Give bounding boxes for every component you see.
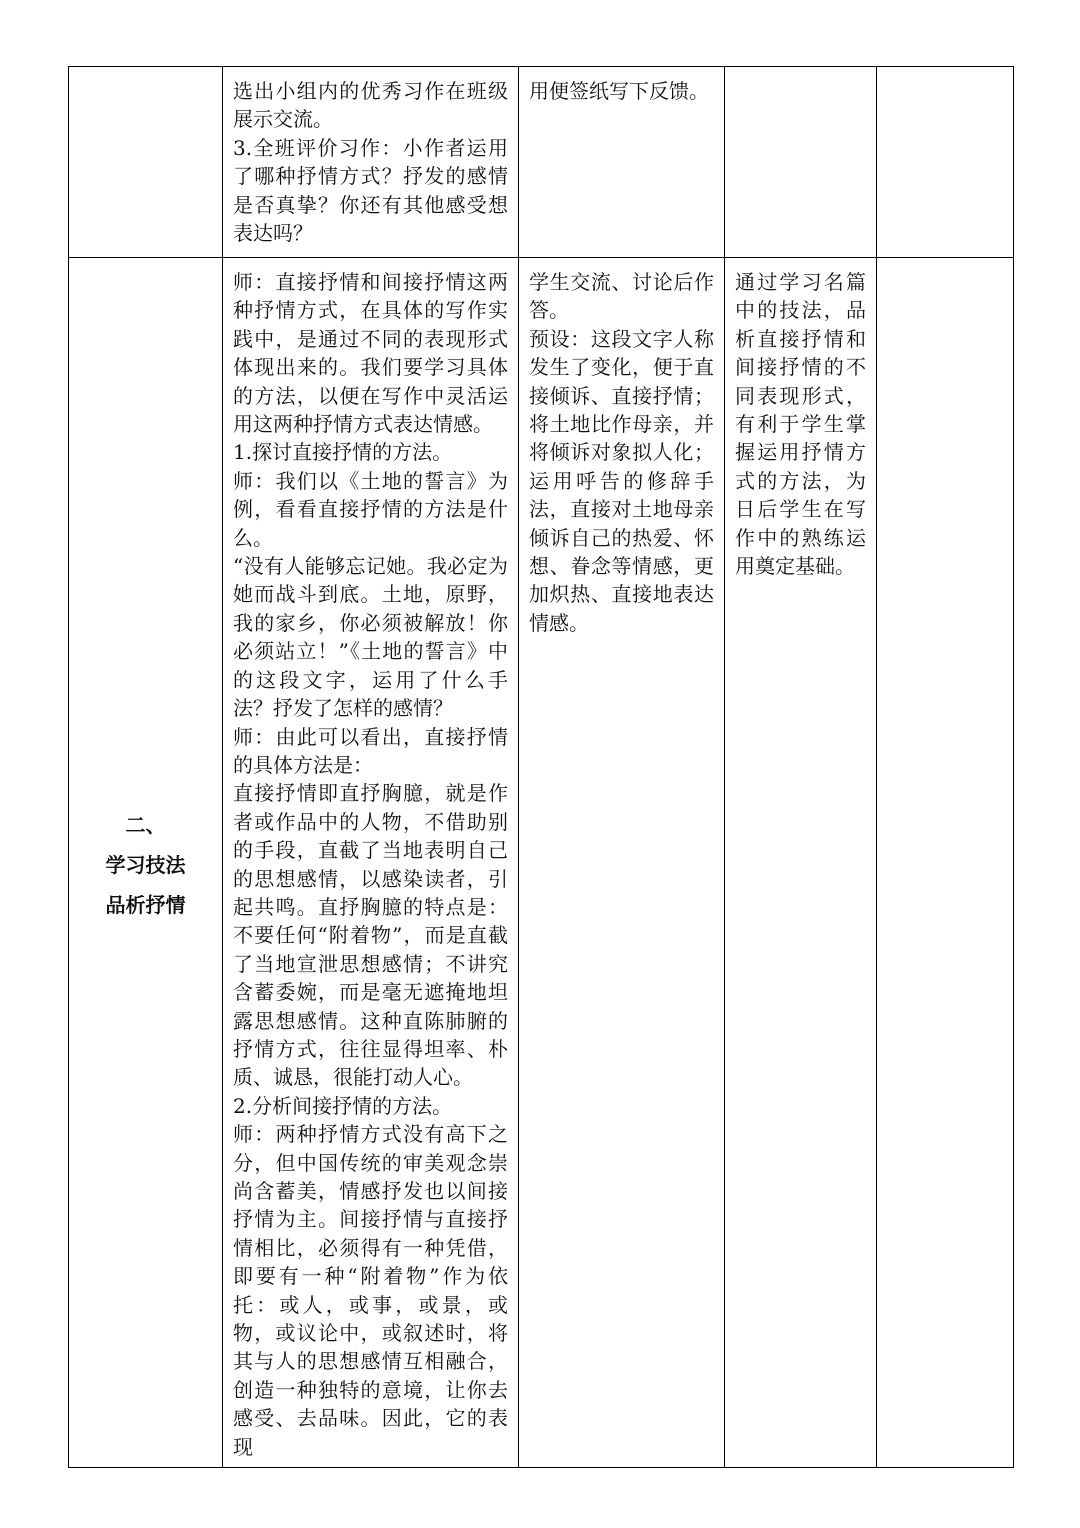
teacher-paragraph: 3.全班评价习作：小作者运用了哪种抒情方式？抒发的感情是否真挚？你还有其他感受想表达吗？ (233, 135, 508, 246)
teacher-paragraph: 师：我们以《土地的誓言》为例，看看直接抒情的方法是什么。 (233, 468, 508, 550)
design-intent-cell (725, 67, 877, 258)
teacher-paragraph: 2.分析间接抒情的方法。 (233, 1093, 453, 1118)
teacher-activity-cell (223, 258, 519, 1468)
lesson-plan-table (68, 66, 1014, 1468)
teacher-paragraph: 师：由此可以看出，直接抒情的具体方法是： (233, 724, 508, 777)
teacher-paragraph: “没有人能够忘记她。我必定为她而战斗到底。土地，原野，我的家乡，你必须被解放！你必须站立！”《土地的誓言》中的这段文字，运用了什么手法？抒发了怎样的感情？ (233, 554, 508, 721)
student-paragraph: 预设：这段文字人称发生了变化，便于直接倾诉、直接抒情；将土地比作母亲，并将倾诉对象拟人化；运用呼告的修辞手法，直接对土地母亲倾诉自己的热爱、怀想、眷念等情感，更加炽热、直接地表达情感。 (529, 326, 714, 635)
teacher-paragraph: 1.探讨直接抒情的方法。 (233, 440, 453, 465)
stage-cell (69, 258, 223, 1468)
teacher-paragraph: 师：直接抒情和间接抒情这两种抒情方式，在具体的写作实践中，是通过不同的表现形式体现出来的。我们要学习具体的方法，以便在写作中灵活运用这两种抒情方式表达情感。 (233, 270, 508, 437)
design-intent-text: 通过学习名篇中的技法，品析直接抒情和间接抒情的不同表现形式，有利于学生掌握运用抒情方式的方法，为日后学生在写作中的熟练运用奠定基础。 (735, 270, 866, 579)
student-activity-cell (519, 258, 725, 1468)
student-activity-cell (519, 67, 725, 258)
stage-cell (69, 67, 223, 258)
teacher-paragraph: 师：两种抒情方式没有高下之分，但中国传统的审美观念崇尚含蓄美，情感抒发也以间接抒情为主。间接抒情与直接抒情相比，必须得有一种凭借，即要有一种“附着物”作为依托：或人，或事，或景，或物，或议论中，或叙述时，将其与人的思想感情互相融合，创造一种独特的意境，让你去感受、去品味。因此，它的表现 (233, 1122, 508, 1459)
teacher-paragraph: 选出小组内的优秀习作在班级展示交流。 (233, 79, 508, 132)
teacher-activity-cell (223, 67, 519, 258)
stage-number: 二、 (125, 812, 166, 837)
student-paragraph: 学生交流、讨论后作答。 (529, 270, 714, 323)
table-row (69, 258, 1014, 1468)
notes-cell (877, 67, 1014, 258)
student-paragraph: 用便签纸写下反馈。 (529, 79, 709, 103)
design-intent-cell (725, 258, 877, 1468)
stage-title (79, 805, 212, 925)
table-row (69, 67, 1014, 258)
notes-cell (877, 258, 1014, 1468)
stage-title-line: 品析抒情 (105, 892, 186, 917)
stage-title-line: 学习技法 (105, 852, 186, 877)
teacher-paragraph: 直接抒情即直抒胸臆，就是作者或作品中的人物，不借助别的手段，直截了当地表明自己的思想感情，以感染读者，引起共鸣。直抒胸臆的特点是：不要任何“附着物”，而是直截了当地宣泄思想感情；不讲究含蓄委婉，而是毫无遮掩地坦露思想感情。这种直陈肺腑的抒情方式，往往显得坦率、朴质、诚恳，很能打动人心。 (233, 781, 508, 1090)
